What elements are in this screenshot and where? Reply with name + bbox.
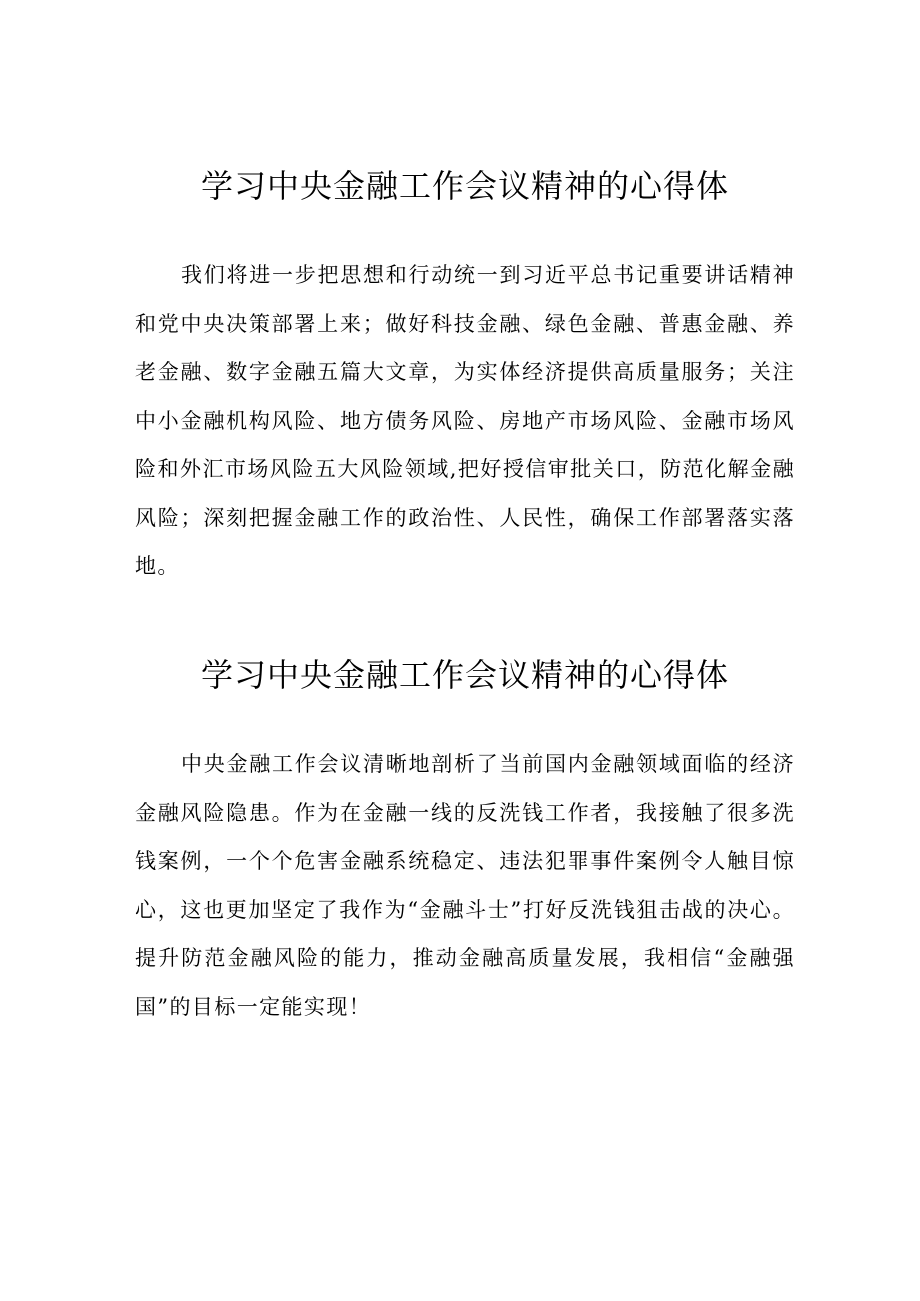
- essay-paragraph-1: 我们将进一步把思想和行动统一到习近平总书记重要讲话精神和党中央决策部署上来；做好科技金融、绿色金融、普惠金融、养老金融、数字金融五篇大文章，为实体经济提供高质量服务；关注中小金融机构风险、地方债务风险、房地产市场风险、金融市场风险和外汇市场风险五大风险领域,把好授信审批关口，防范化解金融风险；深刻把握金融工作的政治性、人民性，确保工作部署落实落地。: [135, 263, 795, 578]
- essay-title-1: 学习中央金融工作会议精神的心得体: [200, 167, 729, 205]
- essay-title-2: 学习中央金融工作会议精神的心得体: [200, 656, 729, 694]
- essay-section-1: [135, 158, 795, 591]
- essay-section-2: [135, 647, 795, 1031]
- essay-paragraph-2: 中央金融工作会议清晰地剖析了当前国内金融领域面临的经济金融风险隐患。作为在金融一线的反洗钱工作者，我接触了很多洗钱案例，一个个危害金融系统稳定、违法犯罪事件案例令人触目惊心，这也更加坚定了我作为“金融斗士”打好反洗钱狙击战的决心。提升防范金融风险的能力，推动金融高质量发展，我相信“金融强国”的目标一定能实现！: [135, 752, 795, 1019]
